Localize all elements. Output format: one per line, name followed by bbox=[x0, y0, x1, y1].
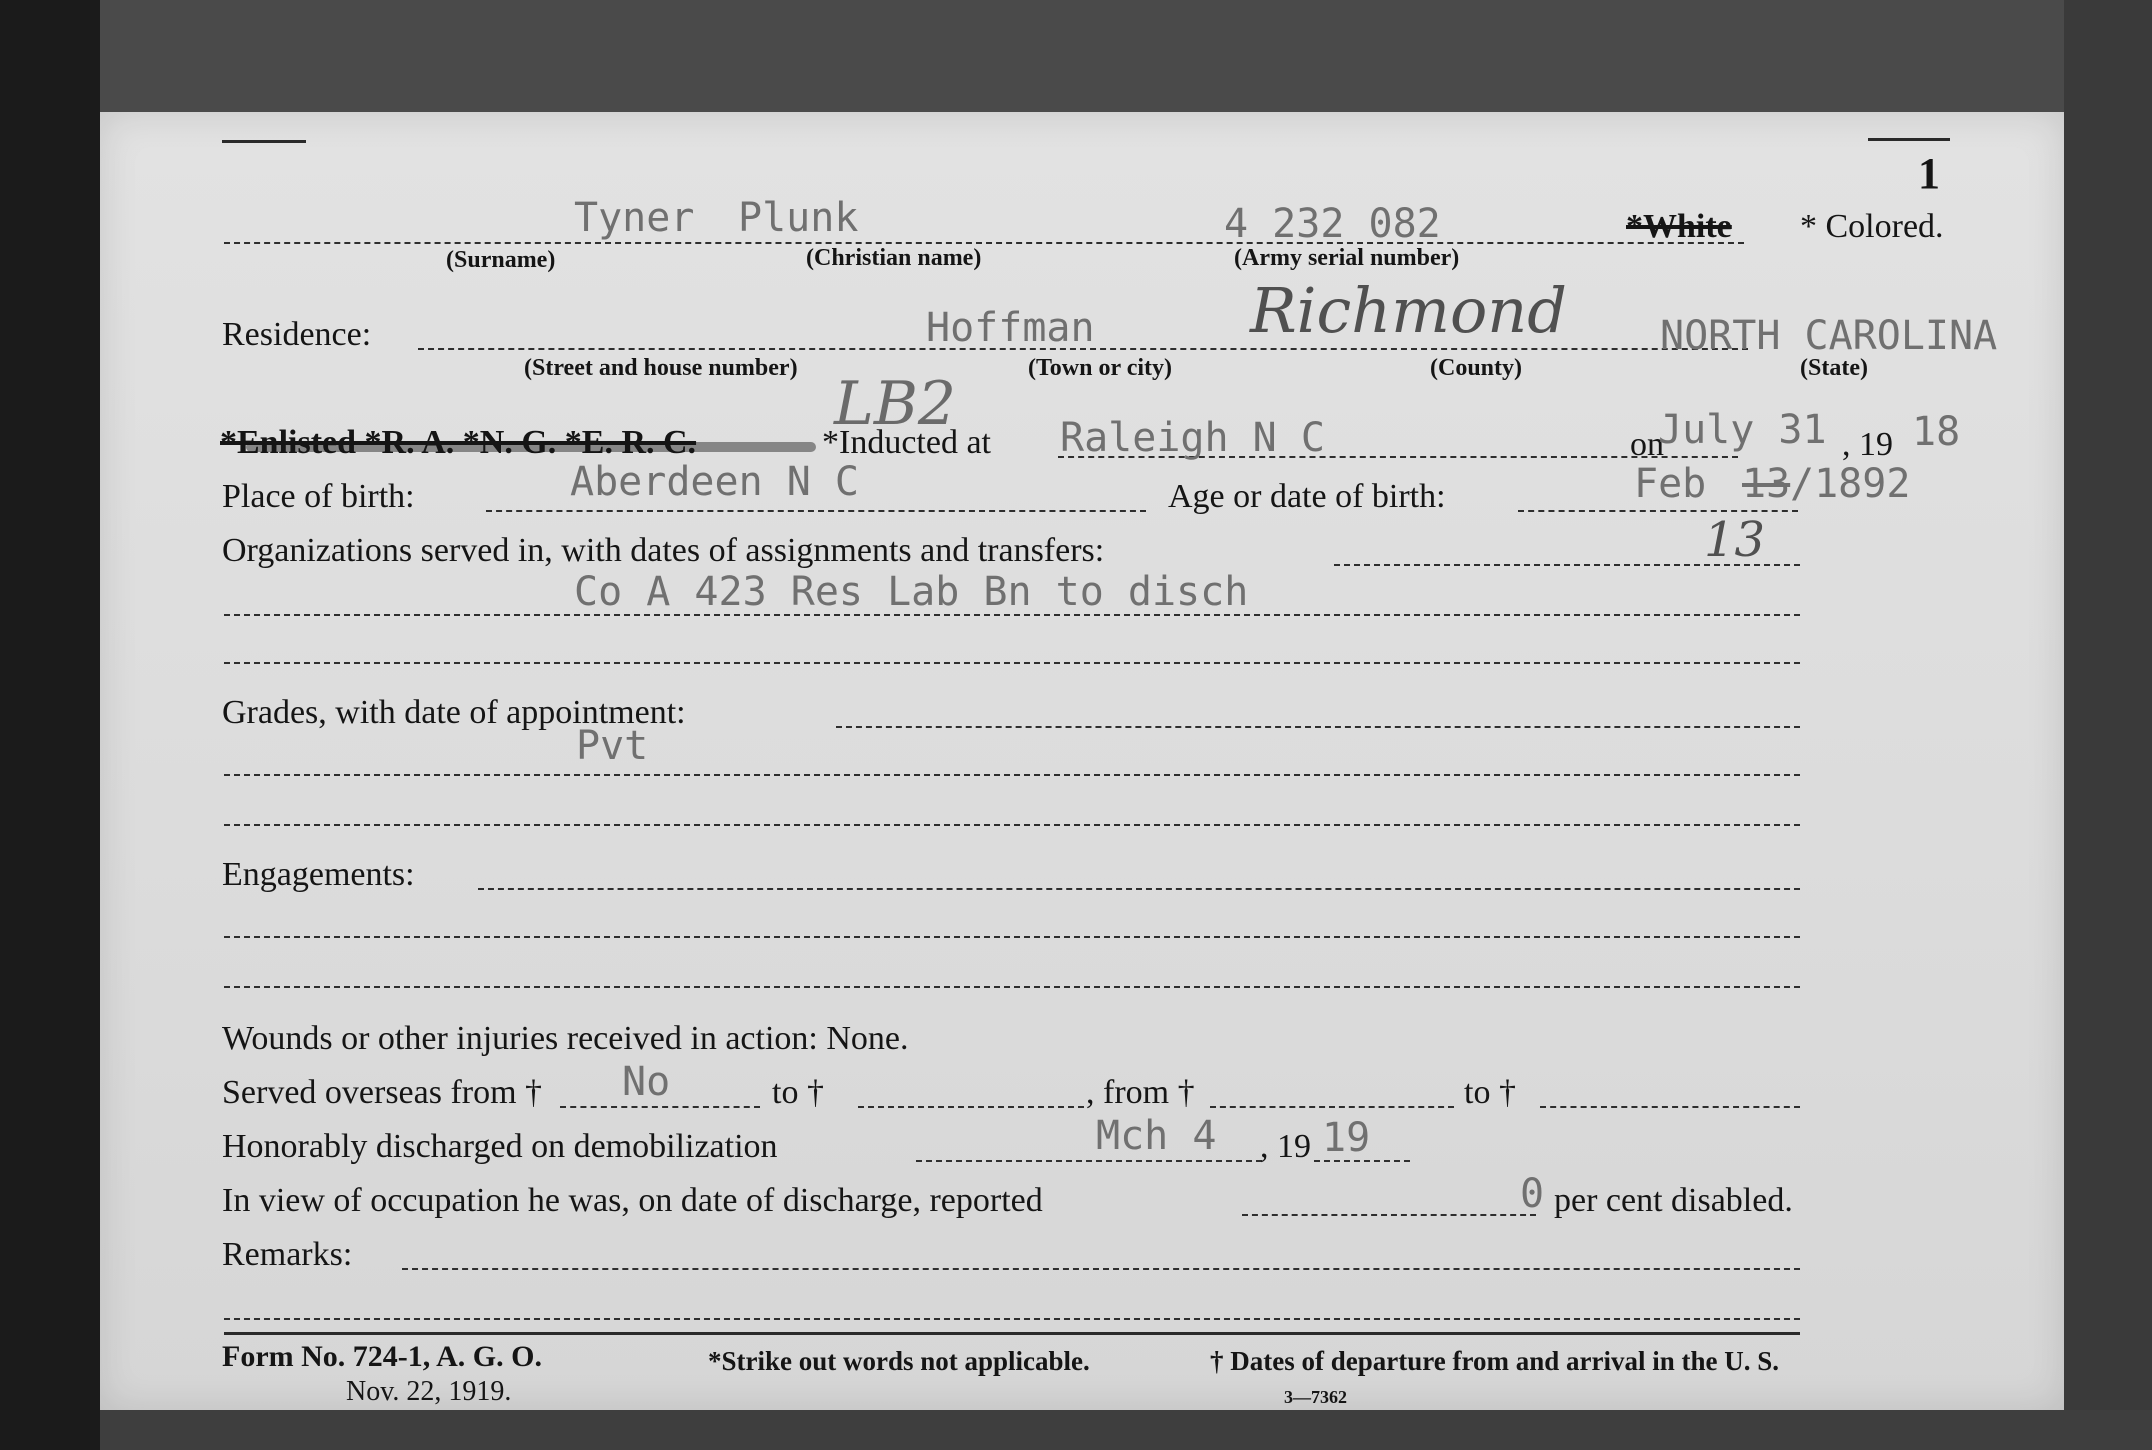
organizations-entry: Co A 423 Res Lab Bn to disch bbox=[574, 569, 1249, 615]
remarks-line-2 bbox=[224, 1318, 1800, 1320]
remarks-label: Remarks: bbox=[222, 1236, 353, 1273]
caption-christian-name: (Christian name) bbox=[806, 245, 982, 271]
discharge-label: Honorably discharged on demobilization bbox=[222, 1128, 778, 1165]
scanner-top-edge bbox=[100, 0, 2152, 112]
race-colored: * Colored. bbox=[1800, 208, 1944, 245]
dob-month: Feb bbox=[1634, 461, 1707, 507]
overseas-to-line-2 bbox=[1540, 1106, 1800, 1108]
dates-note: † Dates of departure from and arrival in the U. S. bbox=[1210, 1346, 1779, 1376]
scanner-left-edge bbox=[0, 0, 100, 1450]
serial-number-value: 4 232 082 bbox=[1224, 201, 1441, 247]
grades-line-3 bbox=[224, 824, 1800, 826]
discharge-date: Mch 4 bbox=[1096, 1113, 1217, 1159]
engagements-label: Engagements: bbox=[222, 856, 415, 893]
organizations-label: Organizations served in, with dates of assignments and transfers: bbox=[222, 532, 1105, 569]
caption-town: (Town or city) bbox=[1028, 355, 1172, 381]
place-of-birth-label: Place of birth: bbox=[222, 478, 415, 515]
inducted-label: *Inducted at bbox=[822, 424, 991, 461]
residence-label: Residence: bbox=[222, 316, 372, 353]
place-of-birth-line bbox=[486, 510, 1146, 512]
discharge-year-suffix: 19 bbox=[1322, 1115, 1371, 1161]
christian-name-value: Plunk bbox=[738, 195, 859, 241]
overseas-from-line-2 bbox=[1210, 1106, 1454, 1108]
induction-year-suffix: 18 bbox=[1912, 409, 1961, 455]
residence-county: Richmond bbox=[1250, 274, 1567, 347]
race-white: *White bbox=[1626, 208, 1732, 245]
overseas-to-label-1: to † bbox=[772, 1074, 824, 1111]
on-label: on bbox=[1630, 426, 1664, 463]
organizations-line-3 bbox=[224, 662, 1800, 664]
dob-correction: 13 bbox=[1704, 512, 1766, 568]
inducted-place: Raleigh N C bbox=[1060, 415, 1325, 461]
overseas-to-label-2: to † bbox=[1464, 1074, 1516, 1111]
disability-value: 0 bbox=[1520, 1171, 1545, 1217]
grades-label: Grades, with date of appointment: bbox=[222, 694, 686, 731]
organizations-line-1 bbox=[1334, 564, 1800, 566]
disability-label: In view of occupation he was, on date of discharge, reported bbox=[222, 1182, 1043, 1219]
top-left-rule bbox=[222, 140, 306, 143]
age-label: Age or date of birth: bbox=[1168, 478, 1446, 515]
engagements-line-2 bbox=[224, 936, 1800, 938]
enlisted-options: *Enlisted *R. A. *N. G. *E. R. C. bbox=[220, 424, 697, 461]
card-number: 1 bbox=[1918, 149, 1940, 198]
scanner-bottom-edge bbox=[100, 1410, 2152, 1450]
strike-note: *Strike out words not applicable. bbox=[708, 1346, 1090, 1376]
overseas-from-line bbox=[560, 1106, 760, 1108]
residence-state: NORTH CAROLINA bbox=[1660, 313, 1998, 359]
overseas-from-value: No bbox=[622, 1059, 671, 1105]
discharge-line bbox=[916, 1160, 1262, 1162]
caption-state: (State) bbox=[1800, 355, 1868, 381]
caption-serial-number: (Army serial number) bbox=[1234, 245, 1460, 271]
grades-entry: Pvt bbox=[576, 723, 649, 769]
caption-surname: (Surname) bbox=[446, 247, 556, 273]
overseas-from-label: Served overseas from † bbox=[222, 1074, 543, 1111]
engagements-line-1 bbox=[478, 888, 1800, 890]
overseas-to-line-1 bbox=[858, 1106, 1084, 1108]
surname-value: Tyner bbox=[574, 195, 695, 241]
induction-year-prefix: , 19 bbox=[1842, 426, 1893, 463]
dob-struck-day: 13 bbox=[1742, 461, 1791, 507]
caption-county: (County) bbox=[1430, 355, 1523, 381]
organizations-line-2 bbox=[224, 614, 1800, 616]
overseas-from-label-2: , from † bbox=[1086, 1074, 1195, 1111]
disability-suffix: per cent disabled. bbox=[1554, 1182, 1793, 1219]
engagements-line-3 bbox=[224, 986, 1800, 988]
top-right-rule bbox=[1868, 138, 1950, 141]
wounds-label: Wounds or other injuries received in action: None. bbox=[222, 1020, 909, 1057]
discharge-year-line bbox=[1314, 1160, 1410, 1162]
dob-year: /1892 bbox=[1790, 461, 1911, 507]
scanner-right-edge bbox=[2064, 0, 2152, 1450]
remarks-line-1 bbox=[402, 1268, 1800, 1270]
residence-town: Hoffman bbox=[926, 305, 1095, 351]
form-date: Nov. 22, 1919. bbox=[346, 1376, 512, 1407]
discharge-year-prefix: , 19 bbox=[1260, 1128, 1311, 1165]
name-line bbox=[224, 242, 1744, 244]
footer-rule bbox=[224, 1332, 1800, 1335]
place-of-birth-value: Aberdeen N C bbox=[570, 459, 859, 505]
caption-street: (Street and house number) bbox=[524, 355, 798, 381]
residence-annotation: LB2 bbox=[834, 369, 957, 439]
print-code: 3—7362 bbox=[1284, 1387, 1347, 1407]
service-record-card bbox=[100, 112, 2064, 1410]
grades-line-1 bbox=[836, 726, 1800, 728]
grades-line-2 bbox=[224, 774, 1800, 776]
disability-line bbox=[1242, 1214, 1536, 1216]
induction-date: July 31 bbox=[1658, 407, 1827, 453]
form-number: Form No. 724-1, A. G. O. bbox=[222, 1340, 542, 1373]
